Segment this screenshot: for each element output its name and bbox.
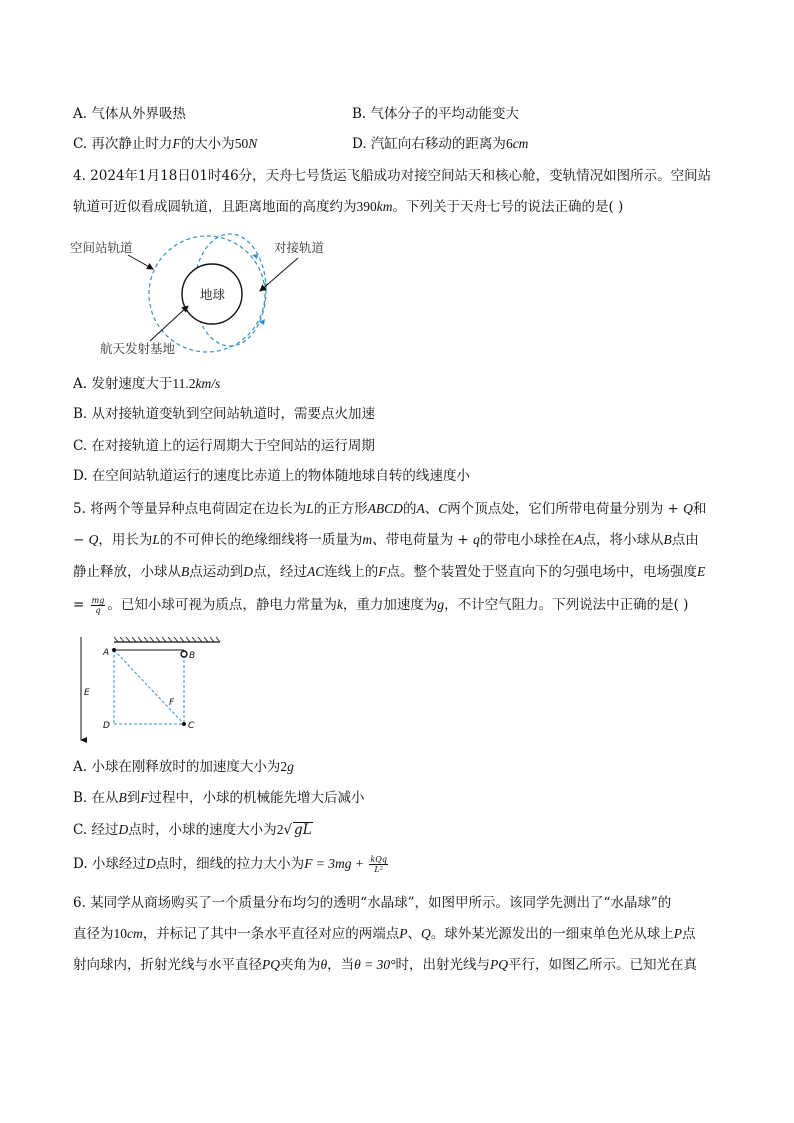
q3-option-b: B. 气体分子的平均动能变大: [352, 106, 520, 122]
q6-stem-line2: 直径为10cm，并标记了其中一条水平直径对应的两端点P、Q。球外某光源发出的一细束单色光从球上P点: [73, 926, 696, 942]
q4-option-a: A. 发射速度大于11.2km/s: [73, 376, 221, 392]
station-orbit-label: 空间站轨道: [70, 240, 133, 255]
launch-base-label: 航天发射基地: [100, 341, 176, 356]
q5-option-c: C. 经过D点时，小球的速度大小为2√ gL: [73, 822, 312, 838]
q5-stem-line3: 静止释放，小球从B点运动到D点，经过AC连线上的F点。整个装置处于竖直向下的匀强电场中，电场强度E: [73, 564, 706, 580]
q5-stem-line2: − Q，用长为L的不可伸长的绝缘细线将一质量为m、带电荷量为 + q的带电小球拴在A点，将小球从B点由: [73, 532, 699, 548]
docking-orbit-label: 对接轨道: [274, 240, 325, 255]
q5-option-b: B. 在从B到F过程中，小球的机械能先增大后减小: [73, 790, 365, 806]
q3-option-d: D. 汽缸向右移动的距离为6cm: [352, 136, 529, 152]
q5-square-figure: [70, 632, 220, 750]
field-e-label: E: [84, 688, 90, 698]
point-a-label: A: [103, 648, 110, 658]
coulomb-fraction: $\frac{\text{kQq}}{\text{L²}}$: [370, 855, 387, 874]
q3-option-a: A. 气体从外界吸热: [73, 106, 186, 122]
q4-option-b: B. 从对接轨道变轨到空间站轨道时，需要点火加速: [73, 406, 376, 422]
q5-option-a: A. 小球在刚释放时的加速度大小为2g: [73, 759, 294, 775]
q4-stem-line2: 轨道可近似看成圆轨道，且距离地面的高度约为390km。下列关于天舟七号的说法正确的是( ): [73, 199, 624, 215]
q5-stem-line4: = $\frac{mg}{q}$ 。已知小球可视为质点，静电力常量为k，重力加速度为g，不计空气阻力。下列说法中正确的是( ): [73, 596, 689, 615]
q4-stem-line1: 4. 2024年1月18日01时46分，天舟七号货运飞船成功对接空间站天和核心舱，变轨情况如图所示。空间站: [73, 168, 712, 184]
field-fraction: $\frac{mg}{q}$: [91, 596, 105, 615]
q4-orbit-figure: [60, 225, 360, 360]
q5-stem-line1: 5. 将两个等量异种点电荷固定在边长为L的正方形ABCD的A、C两个顶点处，它们所带电荷量分别为 + Q和: [73, 501, 707, 517]
q6-stem-line1: 6. 某同学从商场购买了一个质量分布均匀的透明“水晶球”，如图甲所示。该同学先测出了“水晶球”的: [73, 895, 672, 911]
point-b-label: B: [189, 651, 196, 661]
point-d-label: D: [103, 721, 110, 731]
point-f-label: F: [169, 698, 175, 708]
q4-option-d: D. 在空间站轨道运行的速度比赤道上的物体随地球自转的线速度小: [73, 468, 470, 484]
q3-option-c: C. 再次静止时力F的大小为50N: [73, 136, 258, 152]
q4-option-c: C. 在对接轨道上的运行周期大于空间站的运行周期: [73, 438, 375, 454]
q6-stem-line3: 射向球内，折射光线与水平直径PQ夹角为θ，当θ = 30°时，出射光线与PQ平行，如图乙所示。已知光在真: [73, 957, 698, 973]
q5-option-d: D. 小球经过D点时，细线的拉力大小为F = 3mg + $\frac{\text{kQq}}{\text{L²}}$: [73, 855, 387, 874]
earth-label: 地球: [200, 287, 226, 302]
point-c-label: C: [188, 721, 195, 731]
